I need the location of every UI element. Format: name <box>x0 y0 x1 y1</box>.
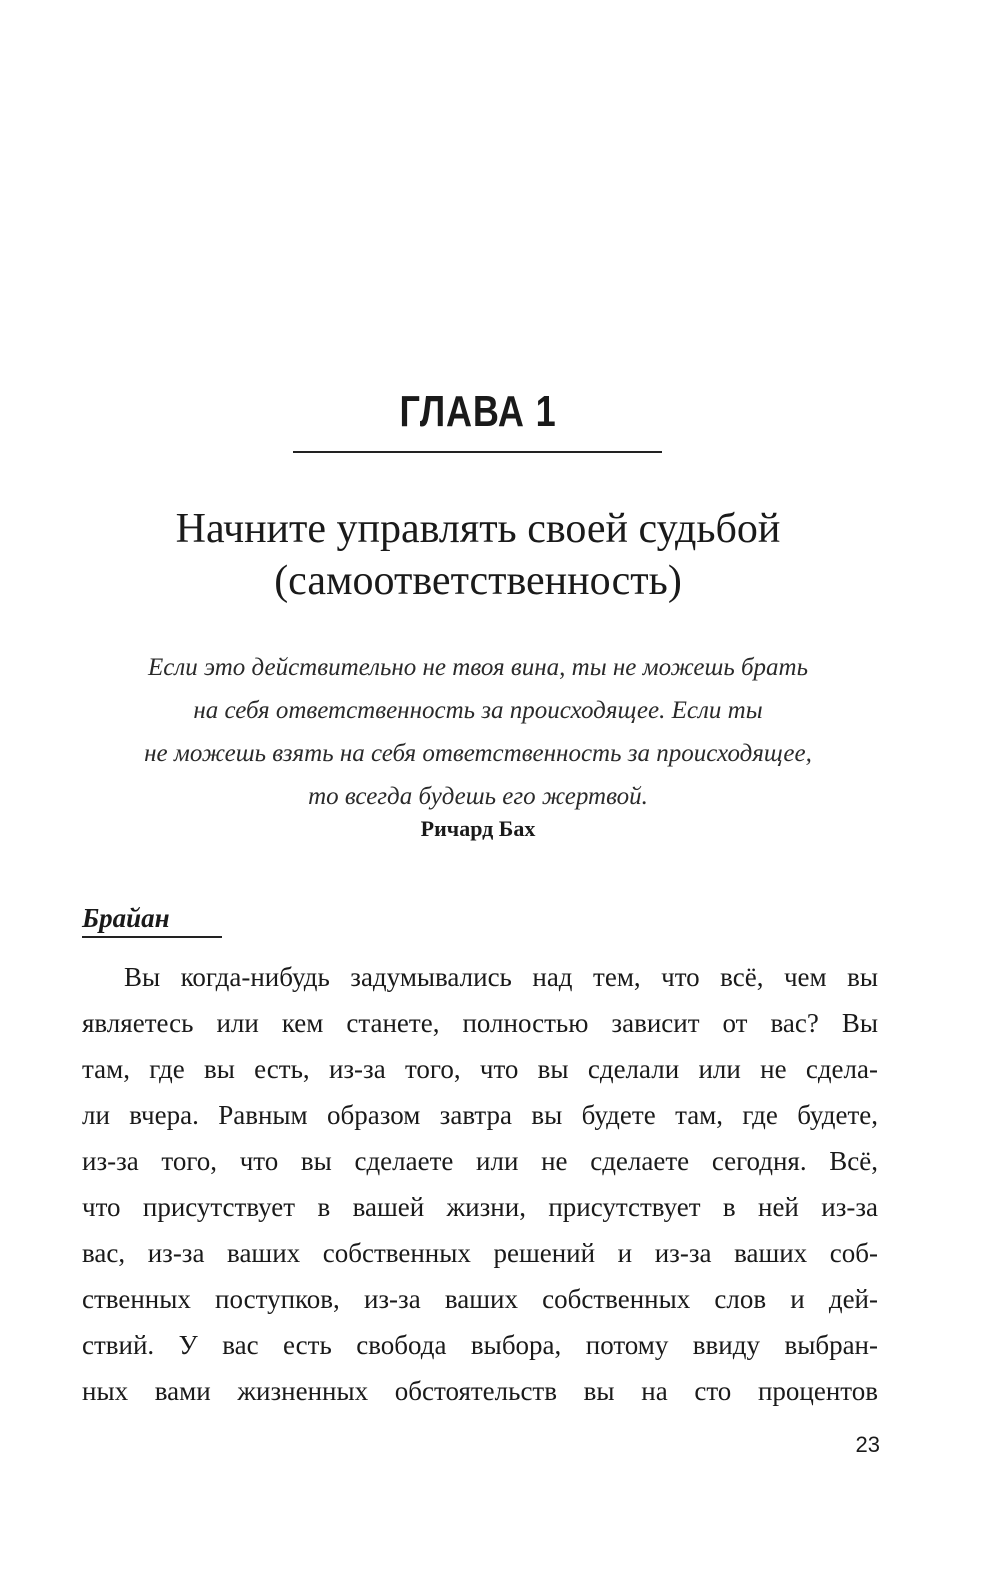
page-number: 23 <box>855 1432 880 1457</box>
body-paragraph <box>82 954 878 1414</box>
body-line: ли вчера. Равным образом завтра вы будете там, где будете, <box>82 1100 878 1130</box>
body-line: являетесь или кем станете, полностью зависит от вас? Вы <box>82 1008 878 1038</box>
epigraph-line: не можешь взять на себя ответственность за происходящее, <box>144 740 812 767</box>
epigraph-author: Ричард Бах <box>420 816 536 841</box>
body-line: вас, из-за ваших собственных решений и из-за ваших соб- <box>82 1238 878 1268</box>
chapter-title <box>80 503 876 607</box>
body-line: из-за того, что вы сделаете или не сделаете сегодня. Всё, <box>82 1146 878 1176</box>
body-line: там, где вы есть, из-за того, что вы сделали или не сдела- <box>82 1054 878 1084</box>
epigraph-line: на себя ответственность за происходящее. Если ты <box>193 697 763 724</box>
body-line: что присутствует в вашей жизни, присутствует в ней из-за <box>82 1192 878 1222</box>
chapter-divider <box>293 451 662 453</box>
section-heading: Брайан <box>82 903 170 933</box>
chapter-title-line: (самоответственность) <box>274 558 682 604</box>
section-heading-underline <box>82 936 222 938</box>
epigraph-line: Если это действительно не твоя вина, ты не можешь брать <box>148 654 808 681</box>
epigraph-line: то всегда будешь его жертвой. <box>308 783 648 810</box>
epigraph-quote <box>80 646 876 818</box>
chapter-label: ГЛАВА 1 <box>399 387 557 436</box>
chapter-title-line: Начните управлять своей судьбой <box>175 506 781 552</box>
body-line: ных вами жизненных обстоятельств вы на сто процентов <box>82 1376 878 1406</box>
body-line: ственных поступков, из-за ваших собственных слов и дей- <box>82 1284 878 1314</box>
body-line: Вы когда-нибудь задумывались над тем, что всё, чем вы <box>124 962 878 992</box>
body-line: ствий. У вас есть свобода выбора, потому ввиду выбран- <box>82 1330 878 1360</box>
